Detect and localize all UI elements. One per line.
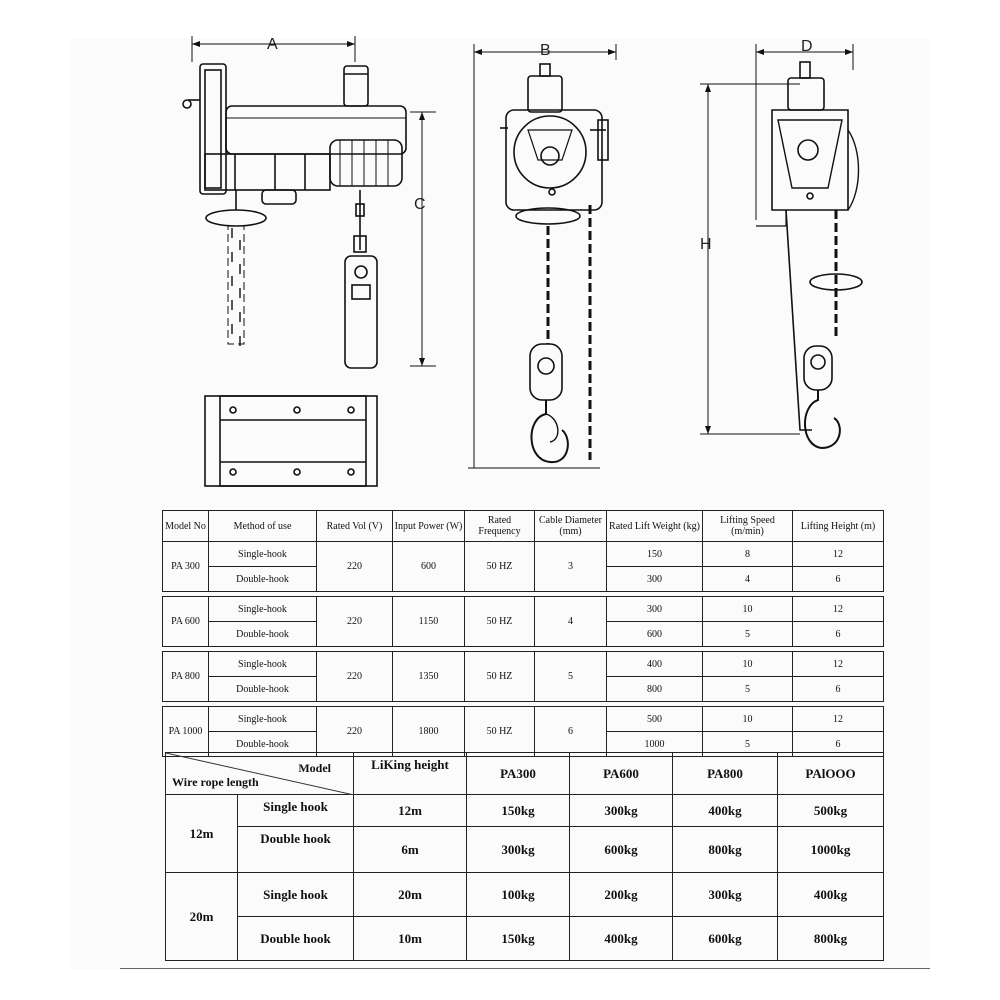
header-lifting-height: Lifting Height (m) <box>793 511 884 542</box>
table-row <box>163 652 884 677</box>
rope-length-cell: 20m <box>166 873 238 961</box>
voltage-cell: 220 <box>317 542 393 592</box>
method-cell: Double-hook <box>209 567 317 592</box>
speed-cell: 5 <box>703 677 793 702</box>
model-cell: PA 600 <box>163 597 209 647</box>
height-cell: 12 <box>793 652 884 677</box>
model-cell: PA 800 <box>163 652 209 702</box>
method-cell: Single-hook <box>209 652 317 677</box>
value-cell: 100kg <box>467 873 570 917</box>
frequency-cell: 50 HZ <box>465 707 535 757</box>
weight-cell: 800 <box>607 677 703 702</box>
power-cell: 600 <box>393 542 465 592</box>
header-rated-lift-weight: Rated Lift Weight (kg) <box>607 511 703 542</box>
value-cell: 300kg <box>467 827 570 873</box>
table-row <box>163 707 884 732</box>
table-row <box>166 795 884 827</box>
header-pa300: PA300 <box>467 753 570 795</box>
bottom-divider <box>120 968 930 969</box>
spec-header-row <box>163 511 884 542</box>
dim-b-label: B <box>540 42 551 59</box>
value-cell: 800kg <box>673 827 778 873</box>
power-cell: 1150 <box>393 597 465 647</box>
frequency-cell: 50 HZ <box>465 542 535 592</box>
dim-c-label: C <box>414 196 426 213</box>
header-wire-rope-length: Wire rope length <box>172 775 259 789</box>
header-pa1000: PAlOOO <box>778 753 884 795</box>
cable-cell: 3 <box>535 542 607 592</box>
value-cell: 600kg <box>570 827 673 873</box>
hook-type-cell: Single hook <box>238 795 354 827</box>
hook-type-cell: Single hook <box>238 873 354 917</box>
model-cell: PA 300 <box>163 542 209 592</box>
value-cell: 400kg <box>570 917 673 961</box>
table-row <box>163 542 884 567</box>
weight-cell: 600 <box>607 622 703 647</box>
method-cell: Single-hook <box>209 707 317 732</box>
value-cell: 200kg <box>570 873 673 917</box>
method-cell: Single-hook <box>209 542 317 567</box>
header-cable-diameter: Cable Diameter (mm) <box>535 511 607 542</box>
value-cell: 20m <box>354 873 467 917</box>
height-cell: 6 <box>793 677 884 702</box>
weight-cell: 500 <box>607 707 703 732</box>
dim-d-label: D <box>801 38 813 55</box>
value-cell: 600kg <box>673 917 778 961</box>
front-view <box>183 36 436 486</box>
value-cell: 150kg <box>467 917 570 961</box>
height-cell: 6 <box>793 732 884 757</box>
hook-type-cell: Double hook <box>238 827 354 873</box>
header-lifting-speed: Lifting Speed (m/min) <box>703 511 793 542</box>
header-model: Model <box>298 761 331 775</box>
specification-table <box>162 510 884 757</box>
header-rated-frequency: Rated Frequency <box>465 511 535 542</box>
speed-cell: 5 <box>703 732 793 757</box>
voltage-cell: 220 <box>317 597 393 647</box>
value-cell: 10m <box>354 917 467 961</box>
height-cell: 12 <box>793 542 884 567</box>
header-input-power: Input Power (W) <box>393 511 465 542</box>
value-cell: 800kg <box>778 917 884 961</box>
power-cell: 1350 <box>393 652 465 702</box>
table-row <box>163 597 884 622</box>
header-pa600: PA600 <box>570 753 673 795</box>
weight-cell: 300 <box>607 567 703 592</box>
method-cell: Double-hook <box>209 677 317 702</box>
height-cell: 6 <box>793 622 884 647</box>
speed-cell: 8 <box>703 542 793 567</box>
value-cell: 12m <box>354 795 467 827</box>
power-cell: 1800 <box>393 707 465 757</box>
side-view <box>468 42 616 468</box>
speed-cell: 4 <box>703 567 793 592</box>
header-method-of-use: Method of use <box>209 511 317 542</box>
voltage-cell: 220 <box>317 707 393 757</box>
height-cell: 12 <box>793 597 884 622</box>
wire-rope-load-table <box>165 752 884 961</box>
header-model-no: Model No <box>163 511 209 542</box>
cable-cell: 6 <box>535 707 607 757</box>
height-cell: 12 <box>793 707 884 732</box>
hook-type-cell: Double hook <box>238 917 354 961</box>
value-cell: 300kg <box>570 795 673 827</box>
value-cell: 6m <box>354 827 467 873</box>
header-lifting-height: LiKing height <box>354 753 467 795</box>
value-cell: 150kg <box>467 795 570 827</box>
speed-cell: 10 <box>703 652 793 677</box>
method-cell: Double-hook <box>209 732 317 757</box>
rope-length-cell: 12m <box>166 795 238 873</box>
frequency-cell: 50 HZ <box>465 652 535 702</box>
value-cell: 300kg <box>673 873 778 917</box>
speed-cell: 10 <box>703 707 793 732</box>
header-pa800: PA800 <box>673 753 778 795</box>
header-rated-voltage: Rated Vol (V) <box>317 511 393 542</box>
weight-cell: 150 <box>607 542 703 567</box>
method-cell: Double-hook <box>209 622 317 647</box>
height-cell: 6 <box>793 567 884 592</box>
table-row <box>166 917 884 961</box>
end-view <box>700 38 862 448</box>
table-row <box>166 827 884 873</box>
cable-cell: 4 <box>535 597 607 647</box>
value-cell: 400kg <box>673 795 778 827</box>
weight-cell: 400 <box>607 652 703 677</box>
weight-cell: 1000 <box>607 732 703 757</box>
frequency-cell: 50 HZ <box>465 597 535 647</box>
value-cell: 400kg <box>778 873 884 917</box>
value-cell: 1000kg <box>778 827 884 873</box>
model-cell: PA 1000 <box>163 707 209 757</box>
voltage-cell: 220 <box>317 652 393 702</box>
method-cell: Single-hook <box>209 597 317 622</box>
weight-cell: 300 <box>607 597 703 622</box>
dim-h-label: H <box>700 236 712 253</box>
speed-cell: 10 <box>703 597 793 622</box>
cable-cell: 5 <box>535 652 607 702</box>
dim-a-label: A <box>267 36 278 53</box>
diagonal-header-cell <box>166 753 354 795</box>
value-cell: 500kg <box>778 795 884 827</box>
table-row <box>166 873 884 917</box>
load-header-row <box>166 753 884 795</box>
speed-cell: 5 <box>703 622 793 647</box>
